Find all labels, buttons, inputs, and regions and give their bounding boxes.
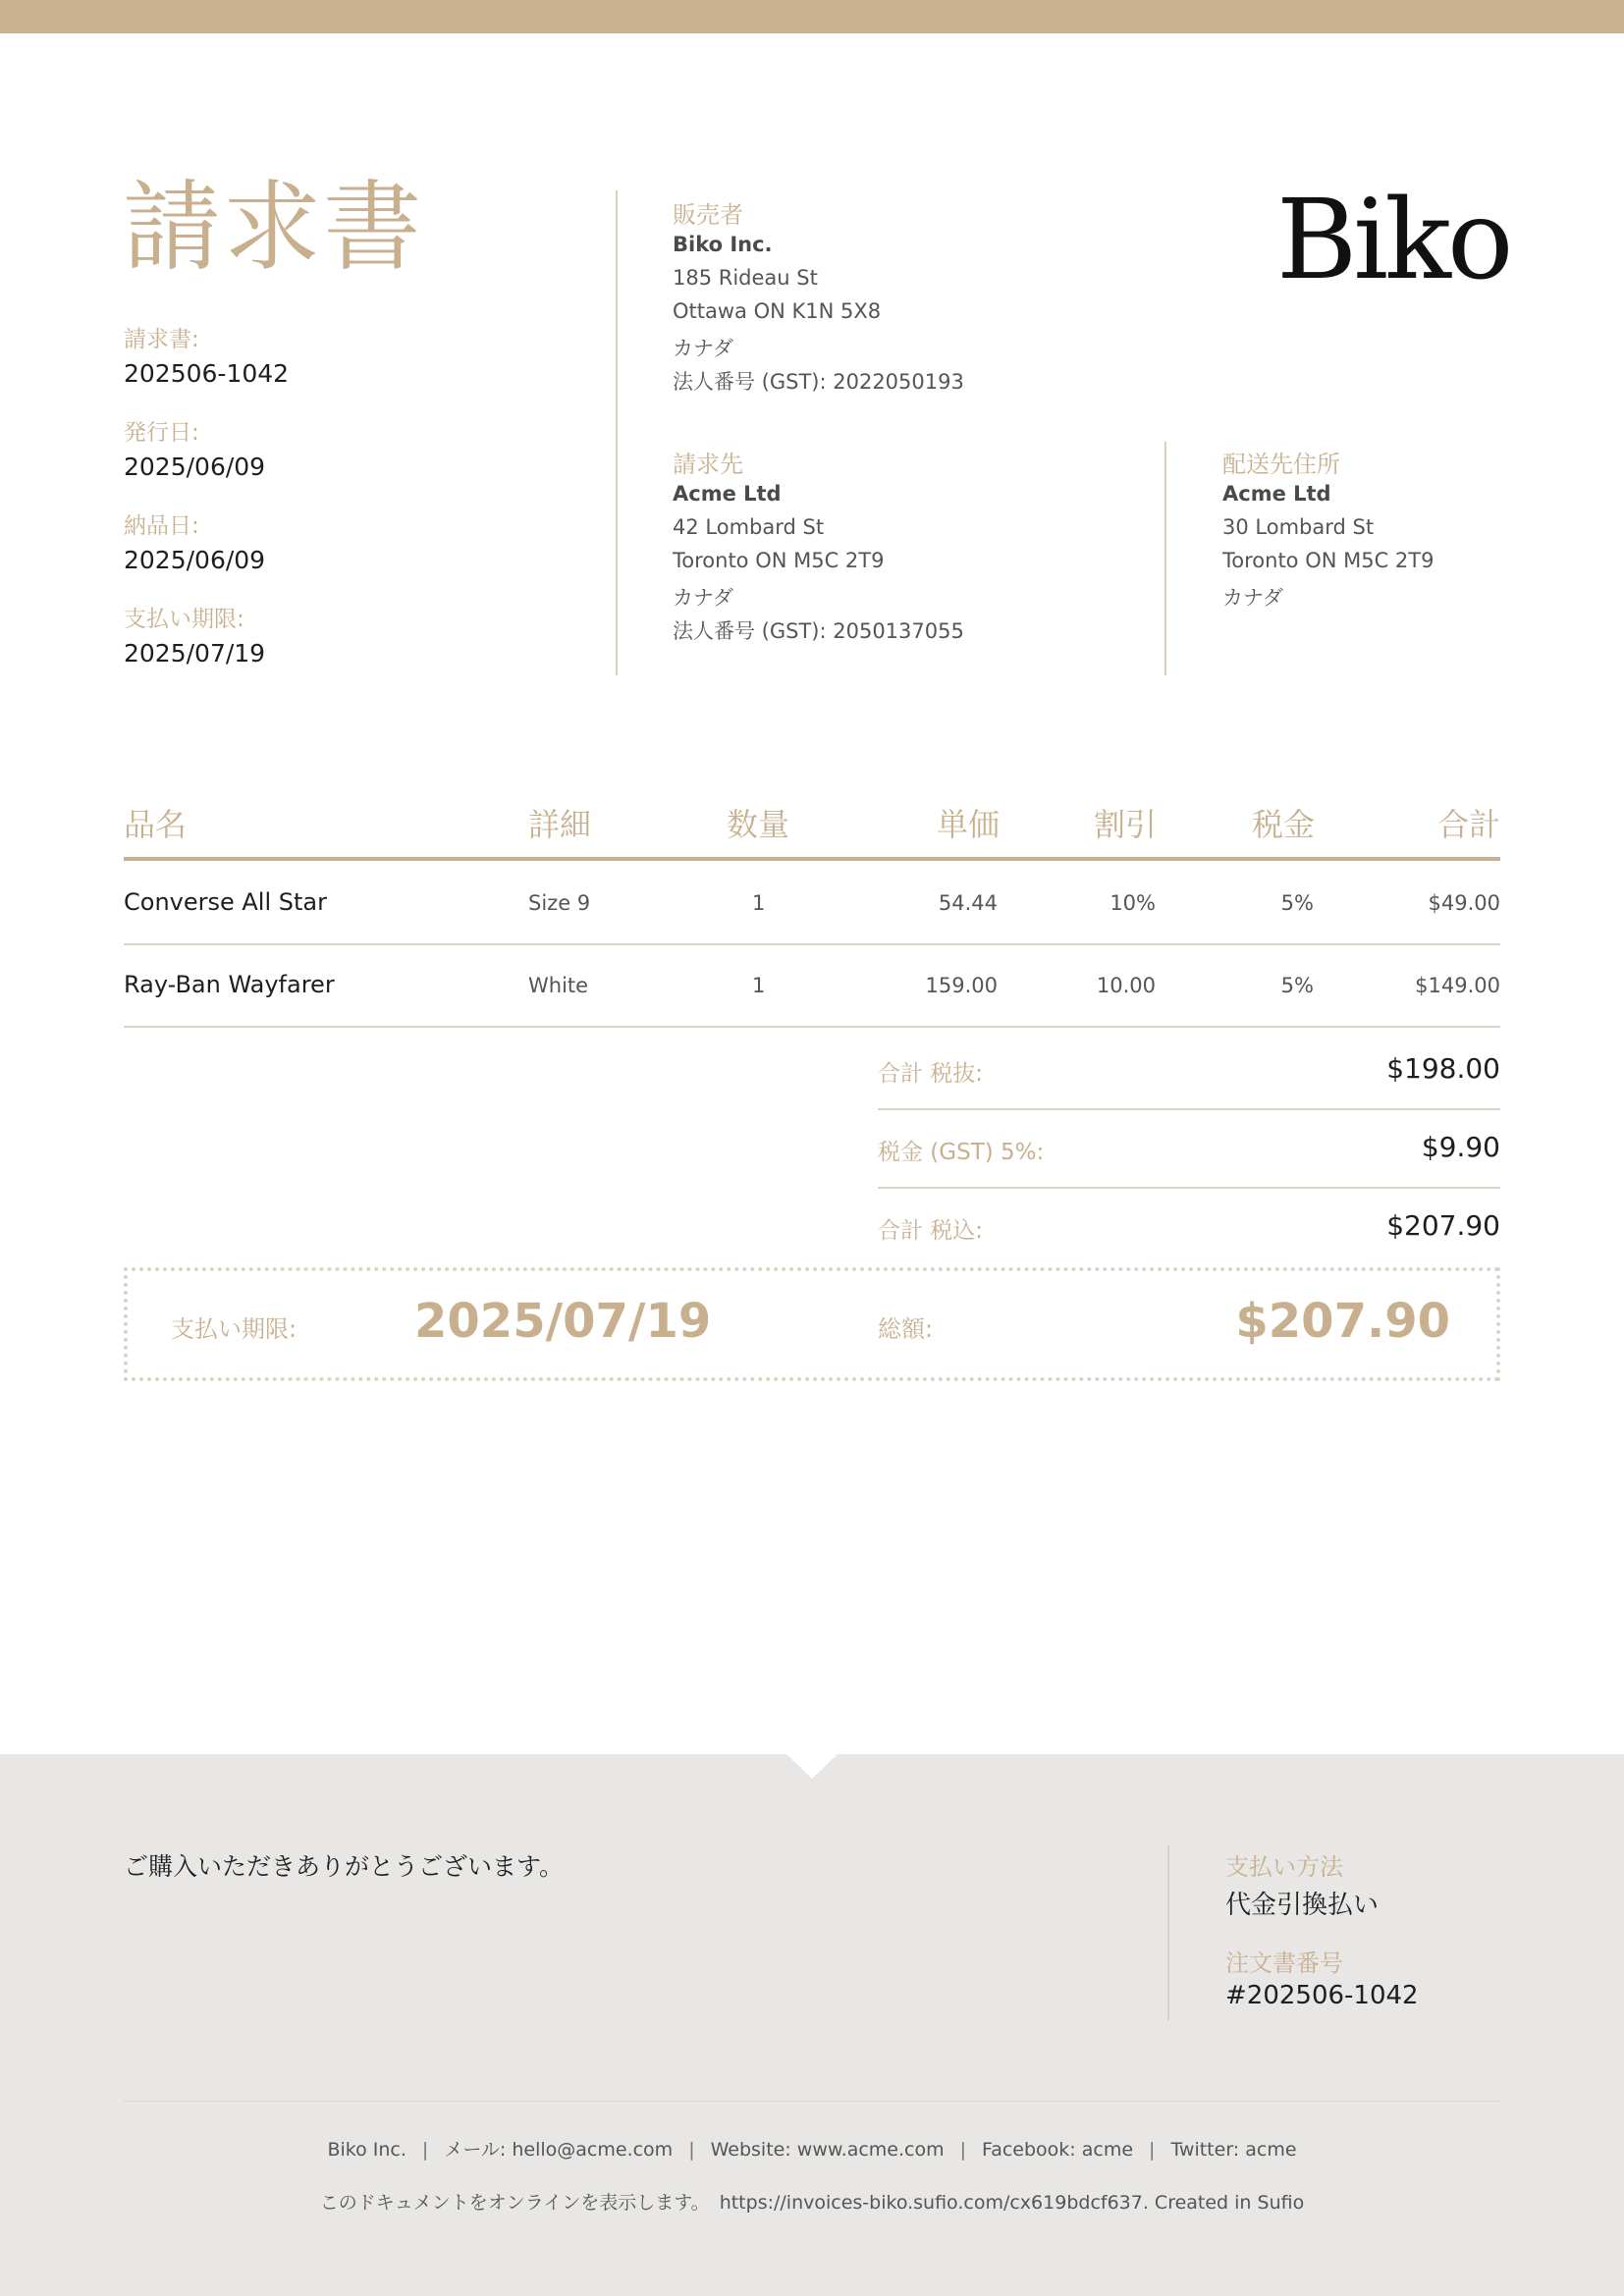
footer-rule — [124, 2101, 1500, 2102]
due-box-amount: $207.90 — [1235, 1294, 1450, 1349]
table-header-rule — [124, 857, 1500, 861]
seller-country: カナダ — [673, 337, 733, 360]
column-header-item: 品名 — [124, 806, 188, 843]
invoice-number-label: 請求書: — [124, 327, 199, 352]
column-header-discount: 割引 — [1093, 806, 1157, 843]
due-box-date-label: 支払い期限: — [171, 1315, 298, 1343]
seller-label: 販売者 — [673, 201, 743, 229]
total-label: 合計 税込: — [878, 1218, 984, 1244]
subtotal-value: $198.00 — [1386, 1052, 1500, 1085]
footer-email-link[interactable]: メール: hello@acme.com — [444, 2139, 674, 2161]
column-header-unit-price: 単価 — [936, 806, 1000, 843]
top-accent-bar — [0, 0, 1624, 33]
footer-twitter-link[interactable]: Twitter: acme — [1170, 2139, 1297, 2161]
row-item-name: Converse All Star — [124, 888, 327, 916]
footer-separator: | — [421, 2139, 429, 2161]
row-item-name: Ray-Ban Wayfarer — [124, 971, 335, 998]
bill-to-label: 請求先 — [673, 451, 743, 478]
footer-online-line — [0, 2188, 1624, 2215]
footer-facebook-link[interactable]: Facebook: acme — [982, 2139, 1134, 2161]
row-item-detail: Size 9 — [528, 891, 591, 915]
row-item-quantity: 1 — [752, 891, 766, 915]
ship-to-label: 配送先住所 — [1222, 451, 1340, 478]
issue-date: 2025/06/09 — [124, 453, 266, 481]
footer-website-link[interactable]: Website: www.acme.com — [710, 2139, 945, 2161]
footer-separator: | — [959, 2139, 967, 2161]
subtotal-label: 合計 税抜: — [878, 1061, 984, 1087]
row-item-tax: 5% — [1280, 891, 1314, 915]
meta-divider — [616, 190, 618, 675]
payment-method: 代金引換払い — [1225, 1891, 1380, 1920]
footer-company: Biko Inc. — [327, 2139, 406, 2161]
seller-address-line1: 185 Rideau St — [673, 266, 818, 290]
issue-date-label: 発行日: — [124, 420, 199, 446]
delivery-date-label: 納品日: — [124, 513, 199, 539]
row-item-total: $149.00 — [1415, 974, 1500, 997]
row-divider — [124, 1026, 1500, 1028]
column-header-total: 合計 — [1436, 806, 1500, 843]
footer-separator: | — [688, 2139, 695, 2161]
seller-address-line2: Ottawa ON K1N 5X8 — [673, 299, 882, 323]
ship-to-address-line1: 30 Lombard St — [1222, 515, 1375, 539]
footer-separator: | — [1149, 2139, 1156, 2161]
bill-to-address-line2: Toronto ON M5C 2T9 — [673, 549, 885, 572]
order-number-label: 注文書番号 — [1225, 1949, 1343, 1977]
column-header-tax: 税金 — [1251, 806, 1315, 843]
footer-notch — [785, 1753, 839, 1779]
delivery-date: 2025/06/09 — [124, 546, 266, 574]
address-divider — [1164, 442, 1166, 675]
bill-to-tax-id: 法人番号 (GST): 2050137055 — [673, 619, 964, 643]
bill-to-address-line1: 42 Lombard St — [673, 515, 825, 539]
footer — [0, 1754, 1624, 2296]
ship-to-address-line2: Toronto ON M5C 2T9 — [1222, 549, 1435, 572]
due-date: 2025/07/19 — [124, 639, 266, 667]
tax-value: $9.90 — [1421, 1131, 1500, 1163]
total-value: $207.90 — [1386, 1209, 1500, 1242]
bill-to-name: Acme Ltd — [673, 482, 782, 506]
due-box-amount-label: 総額: — [878, 1315, 934, 1343]
row-item-detail: White — [528, 974, 589, 997]
due-box-date: 2025/07/19 — [414, 1294, 712, 1349]
footer-online-link[interactable]: https://invoices-biko.sufio.com/cx619bdcf637. Created in Sufio — [719, 2192, 1305, 2214]
row-item-total: $49.00 — [1428, 891, 1500, 915]
thank-you-message: ご購入いただきありがとうございます。 — [124, 1852, 565, 1881]
order-number: #202506-1042 — [1225, 1981, 1419, 2010]
footer-contact-line — [0, 2135, 1624, 2162]
row-item-quantity: 1 — [752, 974, 766, 997]
seller-name: Biko Inc. — [673, 233, 773, 256]
bill-to-country: カナダ — [673, 586, 733, 610]
column-header-detail: 詳細 — [528, 806, 592, 843]
ship-to-country: カナダ — [1222, 586, 1283, 610]
row-item-unit-price: 54.44 — [938, 891, 998, 915]
row-item-tax: 5% — [1280, 974, 1314, 997]
footer-divider — [1167, 1845, 1169, 2020]
row-item-unit-price: 159.00 — [925, 974, 998, 997]
tax-label: 税金 (GST) 5%: — [878, 1140, 1045, 1165]
ship-to-name: Acme Ltd — [1222, 482, 1331, 506]
totals-divider — [878, 1108, 1500, 1110]
payment-method-label: 支払い方法 — [1225, 1853, 1343, 1881]
totals-divider — [878, 1187, 1500, 1189]
column-header-quantity: 数量 — [727, 806, 790, 843]
seller-tax-id: 法人番号 (GST): 2022050193 — [673, 370, 964, 394]
due-date-label: 支払い期限: — [124, 607, 244, 632]
page-title: 請求書 — [123, 170, 423, 285]
company-logo: Biko — [1276, 177, 1510, 304]
row-item-discount: 10.00 — [1096, 974, 1156, 997]
invoice-number: 202506-1042 — [124, 359, 290, 388]
footer-online-text: このドキュメントをオンラインを表示します。 — [319, 2192, 710, 2214]
row-item-discount: 10% — [1110, 891, 1156, 915]
row-divider — [124, 943, 1500, 945]
